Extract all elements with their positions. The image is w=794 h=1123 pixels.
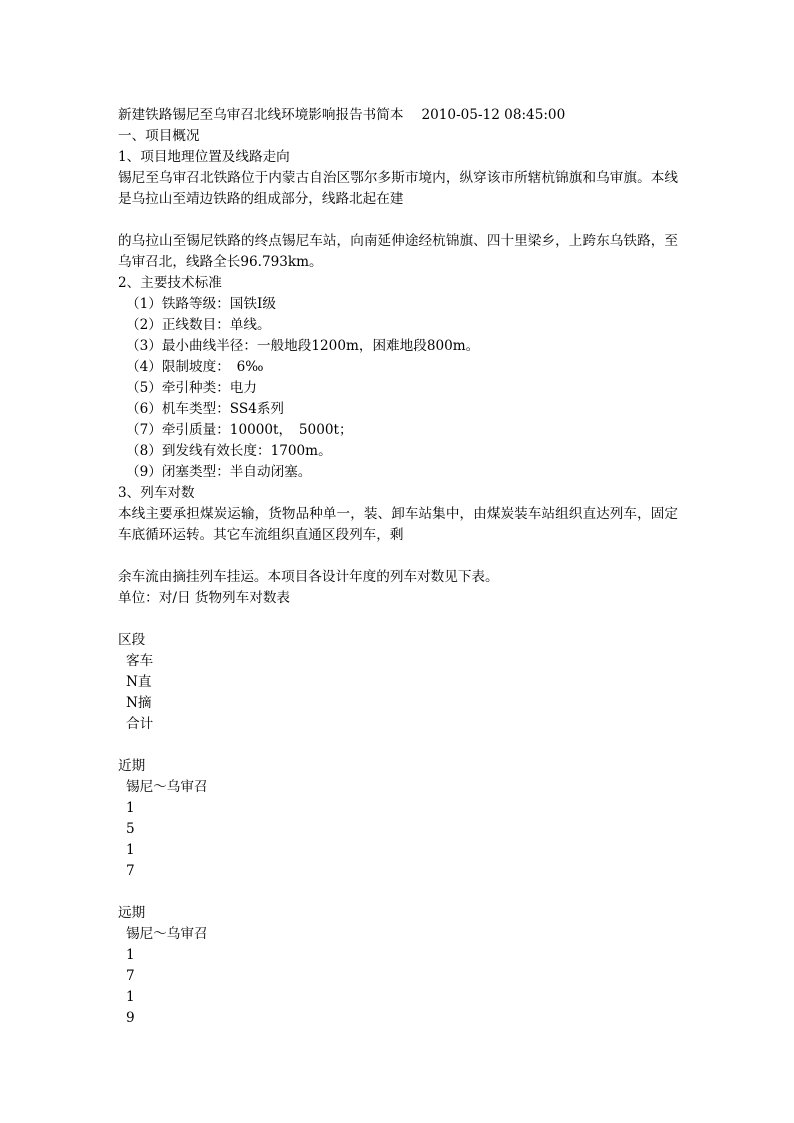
spacer [118,882,678,903]
spacer [118,735,678,756]
standard-item: （9）闭塞类型：半自动闭塞。 [126,464,312,480]
table-cell: 9 [126,1010,135,1026]
table-cell: 7 [126,968,135,984]
table-header-col: 合计 [126,716,154,732]
subsection-heading-location: 1、项目地理位置及线路走向 [118,149,290,165]
table-cell: 7 [126,863,135,879]
train-pairs-paragraph-2: 余车流由摘挂列车挂运。本项目各设计年度的列车对数见下表。 [118,569,499,585]
table-header-col: N直 [126,674,152,690]
table-cell: 1 [126,842,135,858]
table-header-col: 客车 [126,653,154,669]
document-title-line [118,105,678,126]
standard-item: （6）机车类型：SS4系列 [126,401,285,417]
section-heading: 一、项目概况 [118,128,200,144]
table-cell: 1 [126,800,135,816]
document-body [118,105,678,1029]
spacer [118,546,678,567]
standard-item: （1）铁路等级：国铁Ⅰ级 [126,296,276,312]
subsection-heading-standards: 2、主要技术标准 [118,275,222,291]
table-header-col: N摘 [126,695,152,711]
train-pairs-paragraph-1: 本线主要承担煤炭运输，货物品种单一，装、卸车站集中，由煤炭装车站组织直达列车，固定车底循环运转。其它车流组织直通区段列车，剩 [118,506,678,543]
standard-item: （3）最小曲线半径：一般地段1200m，困难地段800m。 [126,338,480,354]
table-row-period: 近期 [118,758,146,774]
location-paragraph-2: 的乌拉山至锡尼铁路的终点锡尼车站，向南延伸途经杭锦旗、四十里梁乡，上跨东乌铁路，至乌审召北，线路全长96.793km。 [118,233,678,270]
subsection-heading-train-pairs: 3、列车对数 [118,485,195,501]
unit-line: 单位：对/日 货物列车对数表 [118,590,291,606]
standard-item: （8）到发线有效长度：1700m。 [126,443,332,459]
table-cell: 1 [126,947,135,963]
document-datetime: 2010-05-12 08:45:00 [421,107,566,123]
table-row-section: 锡尼～乌审召 [126,926,208,942]
standard-item: （5）牵引种类：电力 [126,380,257,396]
table-row-period: 远期 [118,905,146,921]
table-header-label: 区段 [118,632,146,648]
standard-item: （2）正线数目：单线。 [126,317,271,333]
location-paragraph-1: 锡尼至乌审召北铁路位于内蒙古自治区鄂尔多斯市境内，纵穿该市所辖杭锦旗和乌审旗。本线是乌拉山至靖边铁路的组成部分，线路北起在建 [118,170,678,207]
table-row-section: 锡尼～乌审召 [126,779,208,795]
table-cell: 1 [126,989,135,1005]
standard-item: （7）牵引质量：10000t， 5000t； [126,422,353,438]
standard-item: （4）限制坡度： 6‰ [126,359,264,375]
spacer [118,609,678,630]
table-cell: 5 [126,821,135,837]
document-title: 新建铁路锡尼至乌审召北线环境影响报告书简本 [118,107,404,123]
spacer [118,210,678,231]
